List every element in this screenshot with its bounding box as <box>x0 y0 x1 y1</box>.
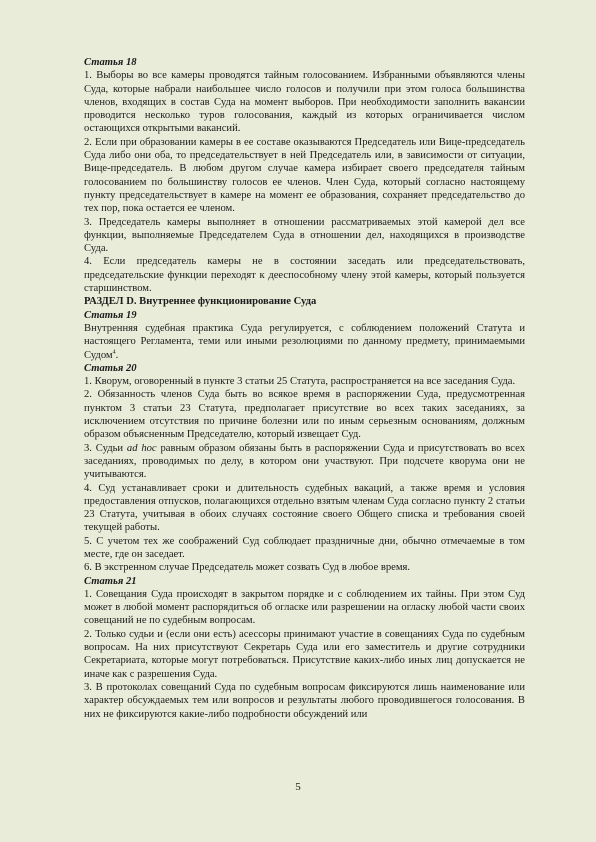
article-heading: Статья 21 <box>84 575 137 587</box>
paragraph: 2. Обязанность членов Суда быть во всякое время в распоряжении Суда, предусмотренная пунктом 3 статьи 23 Статута, предполагает присутствие во всех таких заседаниях, за исключением отсутствия по причине болезни или по иным серьезным основаниям, должным образом объясненным Председателю, который извещает Суд. <box>84 389 525 441</box>
paragraph: 4. Суд устанавливает сроки и длительность судебных вакаций, а также время и условия предоставления отпусков, полагающихся отдельно взятым членам Суда согласно пункту 2 статьи 23 Статута, учитывая в обоих случаях состояние своего Общего списка и требования своей текущей работы. <box>84 482 525 534</box>
paragraph: 3. Председатель камеры выполняет в отношении рассматриваемых этой камерой дел все функции, выполняемые Председателем Суда в отношении дел, находящихся в производстве Суда. <box>84 216 525 255</box>
article-heading: Статья 19 <box>84 309 137 321</box>
paragraph: 2. Если при образовании камеры в ее составе оказываются Председатель или Вице-председатель Суда либо они оба, то председательствует в ней Председатель или, в зависимости от ситуации, Вице-председатель. В любом другом случае камера избирает своего председателя тайным голосованием по большинству голосов ее членов. Член Суда, который согласно настоящему пункту председательствует в камере на момент ее образования, сохраняет председательство до тех пор, пока остается ее членом. <box>84 136 525 215</box>
page-number: 5 <box>295 781 301 793</box>
article-heading: Статья 20 <box>84 362 137 374</box>
document-body <box>84 56 525 721</box>
paragraph: 2. Только судьи и (если они есть) асессоры принимают участие в совещаниях Суда по судебным вопросам. На них присутствуют Секретарь Суда или его заместитель и другие сотрудники Секретариата, которые могут потребоваться. Присутствие каких-либо иных лиц допускается не иначе как с разрешения Суда. <box>84 628 525 680</box>
paragraph: 3. В протоколах совещаний Суда по судебным вопросам фиксируются лишь наименование или характер обсуждаемых тем или вопросов и результаты любого проводившегося голосования. В них не фиксируются какие-либо подробности обсуждений или <box>84 681 525 720</box>
paragraph: 1. Кворум, оговоренный в пункте 3 статьи 25 Статута, распространяется на все заседания Суда. <box>84 376 516 388</box>
footnote-marker: 4 <box>112 349 116 355</box>
section-heading: РАЗДЕЛ D. Внутреннее функционирование Суда <box>84 296 317 308</box>
paragraph-text: . <box>115 349 119 361</box>
paragraph: 6. В экстренном случае Председатель может созвать Суд в любое время. <box>84 562 411 574</box>
paragraph <box>84 442 525 482</box>
article-heading: Статья 18 <box>84 57 137 68</box>
paragraph: 1. Выборы во все камеры проводятся тайным голосованием. Избранными объявляются члены Суда, которые набрали наибольшее число голосов и получили при этом голоса большинства членов, входящих в состав Суда на момент выборов. При необходимости заполнить вакансии проводится несколько туров голосования, каждый из которых ограничивается числом остающихся открытыми вакансий. <box>84 70 525 135</box>
paragraph-text: 3. Судьи <box>84 442 127 454</box>
paragraph: 1. Совещания Суда происходят в закрытом порядке и с соблюдением их тайны. При этом Суд может в любой момент распорядиться об огласке или разрешении на огласку любой части своих совещаний не по судебным вопросам. <box>84 588 525 627</box>
paragraph <box>84 322 525 362</box>
latin-term: ad hoc <box>126 442 157 454</box>
paragraph-text: Внутренняя судебная практика Суда регулируется, с соблюдением положений Статута и настоящего Регламента, теми или иными резолюциями по данному предмету, принимаемыми Судом <box>84 322 525 361</box>
paragraph: 5. С учетом тех же соображений Суд соблюдает праздничные дни, обычно отмечаемые в том месте, где он заседает. <box>84 535 525 560</box>
paragraph-text: равным образом обязаны быть в распоряжении Суда и присутствовать во всех заседаниях, проводимых по делу, в котором они участвуют. При подсчете кворума они не учитываются. <box>84 442 525 481</box>
paragraph: 4. Если председатель камеры не в состоянии заседать или председательствовать, председательские функции переходят к дееспособному члену этой камеры, который пользуется старшинством. <box>84 256 525 295</box>
